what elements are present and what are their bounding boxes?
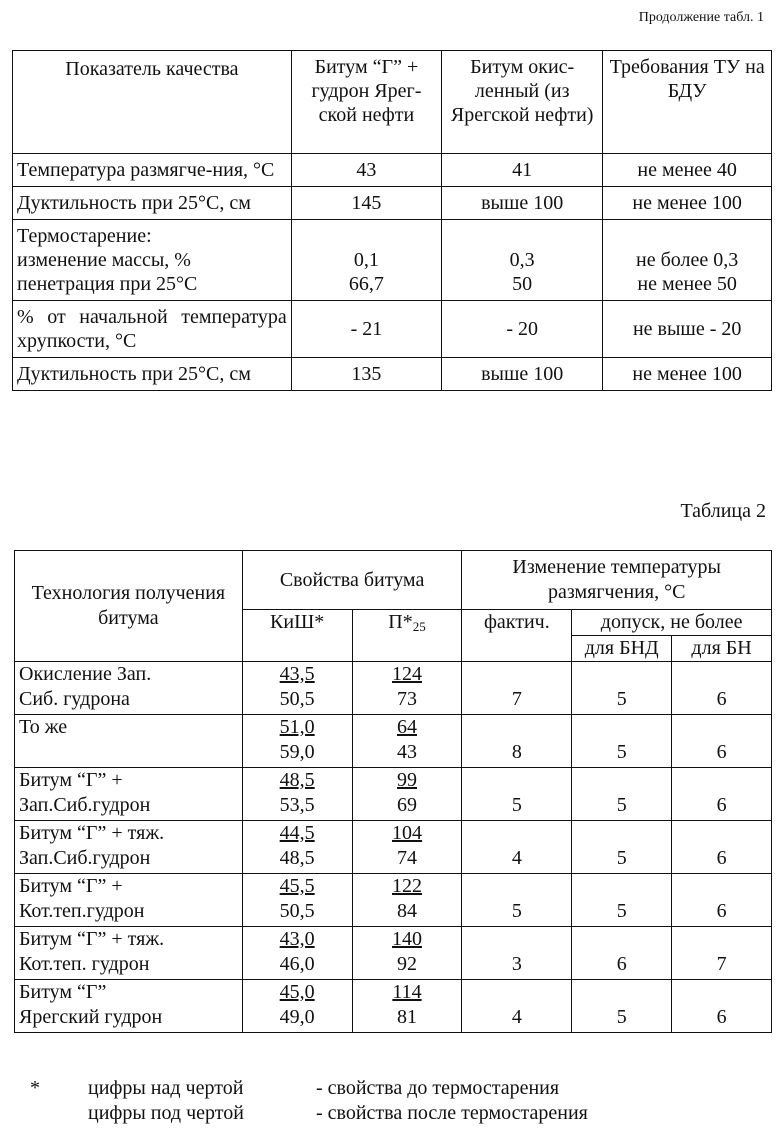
cell-value (442, 220, 603, 301)
kish-cell (242, 980, 352, 1033)
table-row (15, 980, 772, 1033)
row-label: Температура размягче-ния, °С (13, 154, 292, 187)
value-after: 50,5 (279, 688, 315, 710)
bn-cell: 6 (672, 715, 772, 768)
cell-value: - 21 (291, 301, 441, 358)
bnd-cell: 5 (572, 662, 672, 715)
footnote-line2-left: цифры под чертой (88, 1102, 244, 1124)
cell-value: 145 (291, 187, 441, 220)
header-cell: Требования ТУ на БДУ (603, 51, 772, 154)
row-label: Дуктильность при 25°С, см (13, 358, 292, 391)
header-tech: Технология получения битума (15, 551, 243, 662)
cell-line: 0,1 (353, 249, 379, 271)
bnd-cell: 6 (572, 927, 672, 980)
cell-value: - 20 (442, 301, 603, 358)
value-before: 43,0 (279, 928, 315, 950)
cell-value: выше 100 (442, 358, 603, 391)
pen-cell (352, 927, 462, 980)
value-before: 122 (392, 875, 422, 897)
value-after: 49,0 (279, 1006, 315, 1028)
value-after: 59,0 (279, 741, 315, 763)
value-before: 140 (392, 928, 422, 950)
value-after: 46,0 (279, 953, 315, 975)
header-tol: допуск, не более (572, 610, 772, 636)
row-label-line: Битум “Г” + тяж. (19, 822, 165, 844)
cell-value: не менее 40 (603, 154, 772, 187)
header-props: Свойства битума (242, 551, 462, 610)
table-row (13, 187, 772, 220)
header-cell: Битум окис-ленный (из Ярегской нефти) (442, 51, 603, 154)
bnd-cell: 5 (572, 980, 672, 1033)
table-row (13, 154, 772, 187)
row-label (15, 821, 243, 874)
header-bnd: для БНД (572, 636, 672, 662)
cell-value: не выше - 20 (603, 301, 772, 358)
table-row (15, 821, 772, 874)
header-fact: фактич. (462, 610, 572, 662)
header-cell: Битум “Г” + гудрон Ярег-ской нефти (291, 51, 441, 154)
value-before: 43,5 (279, 663, 315, 685)
value-after: 43 (397, 741, 417, 763)
cell-line: не менее 50 (637, 273, 737, 295)
fact-cell: 5 (462, 768, 572, 821)
fact-cell: 7 (462, 662, 572, 715)
bn-cell: 6 (672, 662, 772, 715)
footnote-line1-left: цифры над чертой (88, 1077, 244, 1099)
header-kish: КиШ* (242, 610, 352, 662)
kish-cell (242, 821, 352, 874)
table-row (15, 662, 772, 715)
cell-value (603, 220, 772, 301)
row-label-line: Кот.теп.гудрон (19, 900, 145, 922)
footnote-line2-right: - свойства после термостарения (316, 1102, 588, 1124)
cell-line: 50 (512, 273, 533, 295)
row-label-line: Битум “Г” + (19, 769, 123, 791)
row-label: % от начальной температура хрупкости, °С (13, 301, 292, 358)
value-after: 73 (397, 688, 417, 710)
header-pen-sub: 25 (412, 619, 426, 634)
kish-cell (242, 662, 352, 715)
bn-cell: 6 (672, 821, 772, 874)
row-label-line: Зап.Сиб.гудрон (19, 794, 151, 816)
header-pen-label: П* (388, 611, 413, 633)
table-row (13, 358, 772, 391)
value-after: 92 (397, 953, 417, 975)
row-label-line: Кот.теп. гудрон (19, 953, 150, 975)
cell-value: не менее 100 (603, 187, 772, 220)
cell-value: выше 100 (442, 187, 603, 220)
value-before: 45,0 (279, 981, 315, 1003)
bn-cell: 6 (672, 874, 772, 927)
pen-cell (352, 768, 462, 821)
header-cell: Показатель качества (13, 51, 292, 154)
table-row (15, 874, 772, 927)
value-after: 84 (397, 900, 417, 922)
table2-caption: Таблица 2 (680, 500, 766, 522)
bn-cell: 7 (672, 927, 772, 980)
cell-value (291, 220, 441, 301)
table-row (15, 768, 772, 821)
value-before: 45,5 (279, 875, 315, 897)
footnote-star: * (30, 1077, 40, 1099)
fact-cell: 5 (462, 874, 572, 927)
row-label-line: Битум “Г” (19, 981, 107, 1003)
row-label-line: Ярегский гудрон (19, 1006, 163, 1028)
value-before: 44,5 (279, 822, 315, 844)
fact-cell: 4 (462, 980, 572, 1033)
value-before: 114 (392, 981, 422, 1003)
quality-table (12, 50, 772, 391)
row-label-line: изменение массы, % (17, 249, 191, 271)
kish-cell (242, 874, 352, 927)
value-after: 81 (397, 1006, 417, 1028)
row-label (15, 715, 243, 768)
row-label (15, 927, 243, 980)
bnd-cell: 5 (572, 874, 672, 927)
value-after: 74 (397, 847, 417, 869)
cell-line: 0,3 (509, 249, 535, 271)
row-label (15, 662, 243, 715)
pen-cell (352, 821, 462, 874)
row-label-line: Битум “Г” + тяж. (19, 928, 165, 950)
value-before: 48,5 (279, 769, 315, 791)
cell-value: 43 (291, 154, 441, 187)
row-label-line: Окисление Зап. (19, 663, 152, 685)
row-label-line: Битум “Г” + (19, 875, 123, 897)
row-label-line: Зап.Сиб.гудрон (19, 847, 151, 869)
cell-line: не более 0,3 (636, 249, 739, 271)
table-row (15, 927, 772, 980)
cell-value: 41 (442, 154, 603, 187)
row-label: Дуктильность при 25°С, см (13, 187, 292, 220)
bitumen-table (14, 550, 772, 1033)
fact-cell: 8 (462, 715, 572, 768)
fact-cell: 3 (462, 927, 572, 980)
fact-cell: 4 (462, 821, 572, 874)
value-after: 53,5 (279, 794, 315, 816)
pen-cell (352, 874, 462, 927)
pen-cell (352, 980, 462, 1033)
bnd-cell: 5 (572, 768, 672, 821)
bnd-cell: 5 (572, 715, 672, 768)
footnote-line1-right: - свойства до термостарения (316, 1077, 560, 1099)
cell-line: 66,7 (348, 273, 384, 295)
bnd-cell: 5 (572, 821, 672, 874)
table-row (15, 715, 772, 768)
value-before: 104 (392, 822, 422, 844)
header-pen (352, 610, 462, 662)
table-header-row (15, 551, 772, 610)
row-label-line: Термостарение: (17, 225, 152, 247)
bn-cell: 6 (672, 980, 772, 1033)
value-after: 50,5 (279, 900, 315, 922)
table-row (13, 301, 772, 358)
row-label-line: Сиб. гудрона (19, 688, 130, 710)
kish-cell (242, 715, 352, 768)
header-change: Изменение температуры размягчения, °С (462, 551, 772, 610)
row-label-line: пенетрация при 25°С (17, 273, 198, 295)
row-label (15, 980, 243, 1033)
value-after: 48,5 (279, 847, 315, 869)
pen-cell (352, 715, 462, 768)
header-bn: для БН (672, 636, 772, 662)
kish-cell (242, 927, 352, 980)
pen-cell (352, 662, 462, 715)
table-row (13, 220, 772, 301)
kish-cell (242, 768, 352, 821)
row-label-line: То же (19, 716, 68, 738)
table-header-row (13, 51, 772, 154)
row-label (15, 768, 243, 821)
row-label (13, 220, 292, 301)
bn-cell: 6 (672, 768, 772, 821)
row-label (15, 874, 243, 927)
value-before: 124 (392, 663, 422, 685)
value-before: 51,0 (279, 716, 315, 738)
table1-caption: Продолжение табл. 1 (638, 10, 764, 25)
value-after: 69 (397, 794, 417, 816)
cell-value: не менее 100 (603, 358, 772, 391)
value-before: 64 (397, 716, 417, 738)
value-before: 99 (397, 769, 417, 791)
cell-value: 135 (291, 358, 441, 391)
